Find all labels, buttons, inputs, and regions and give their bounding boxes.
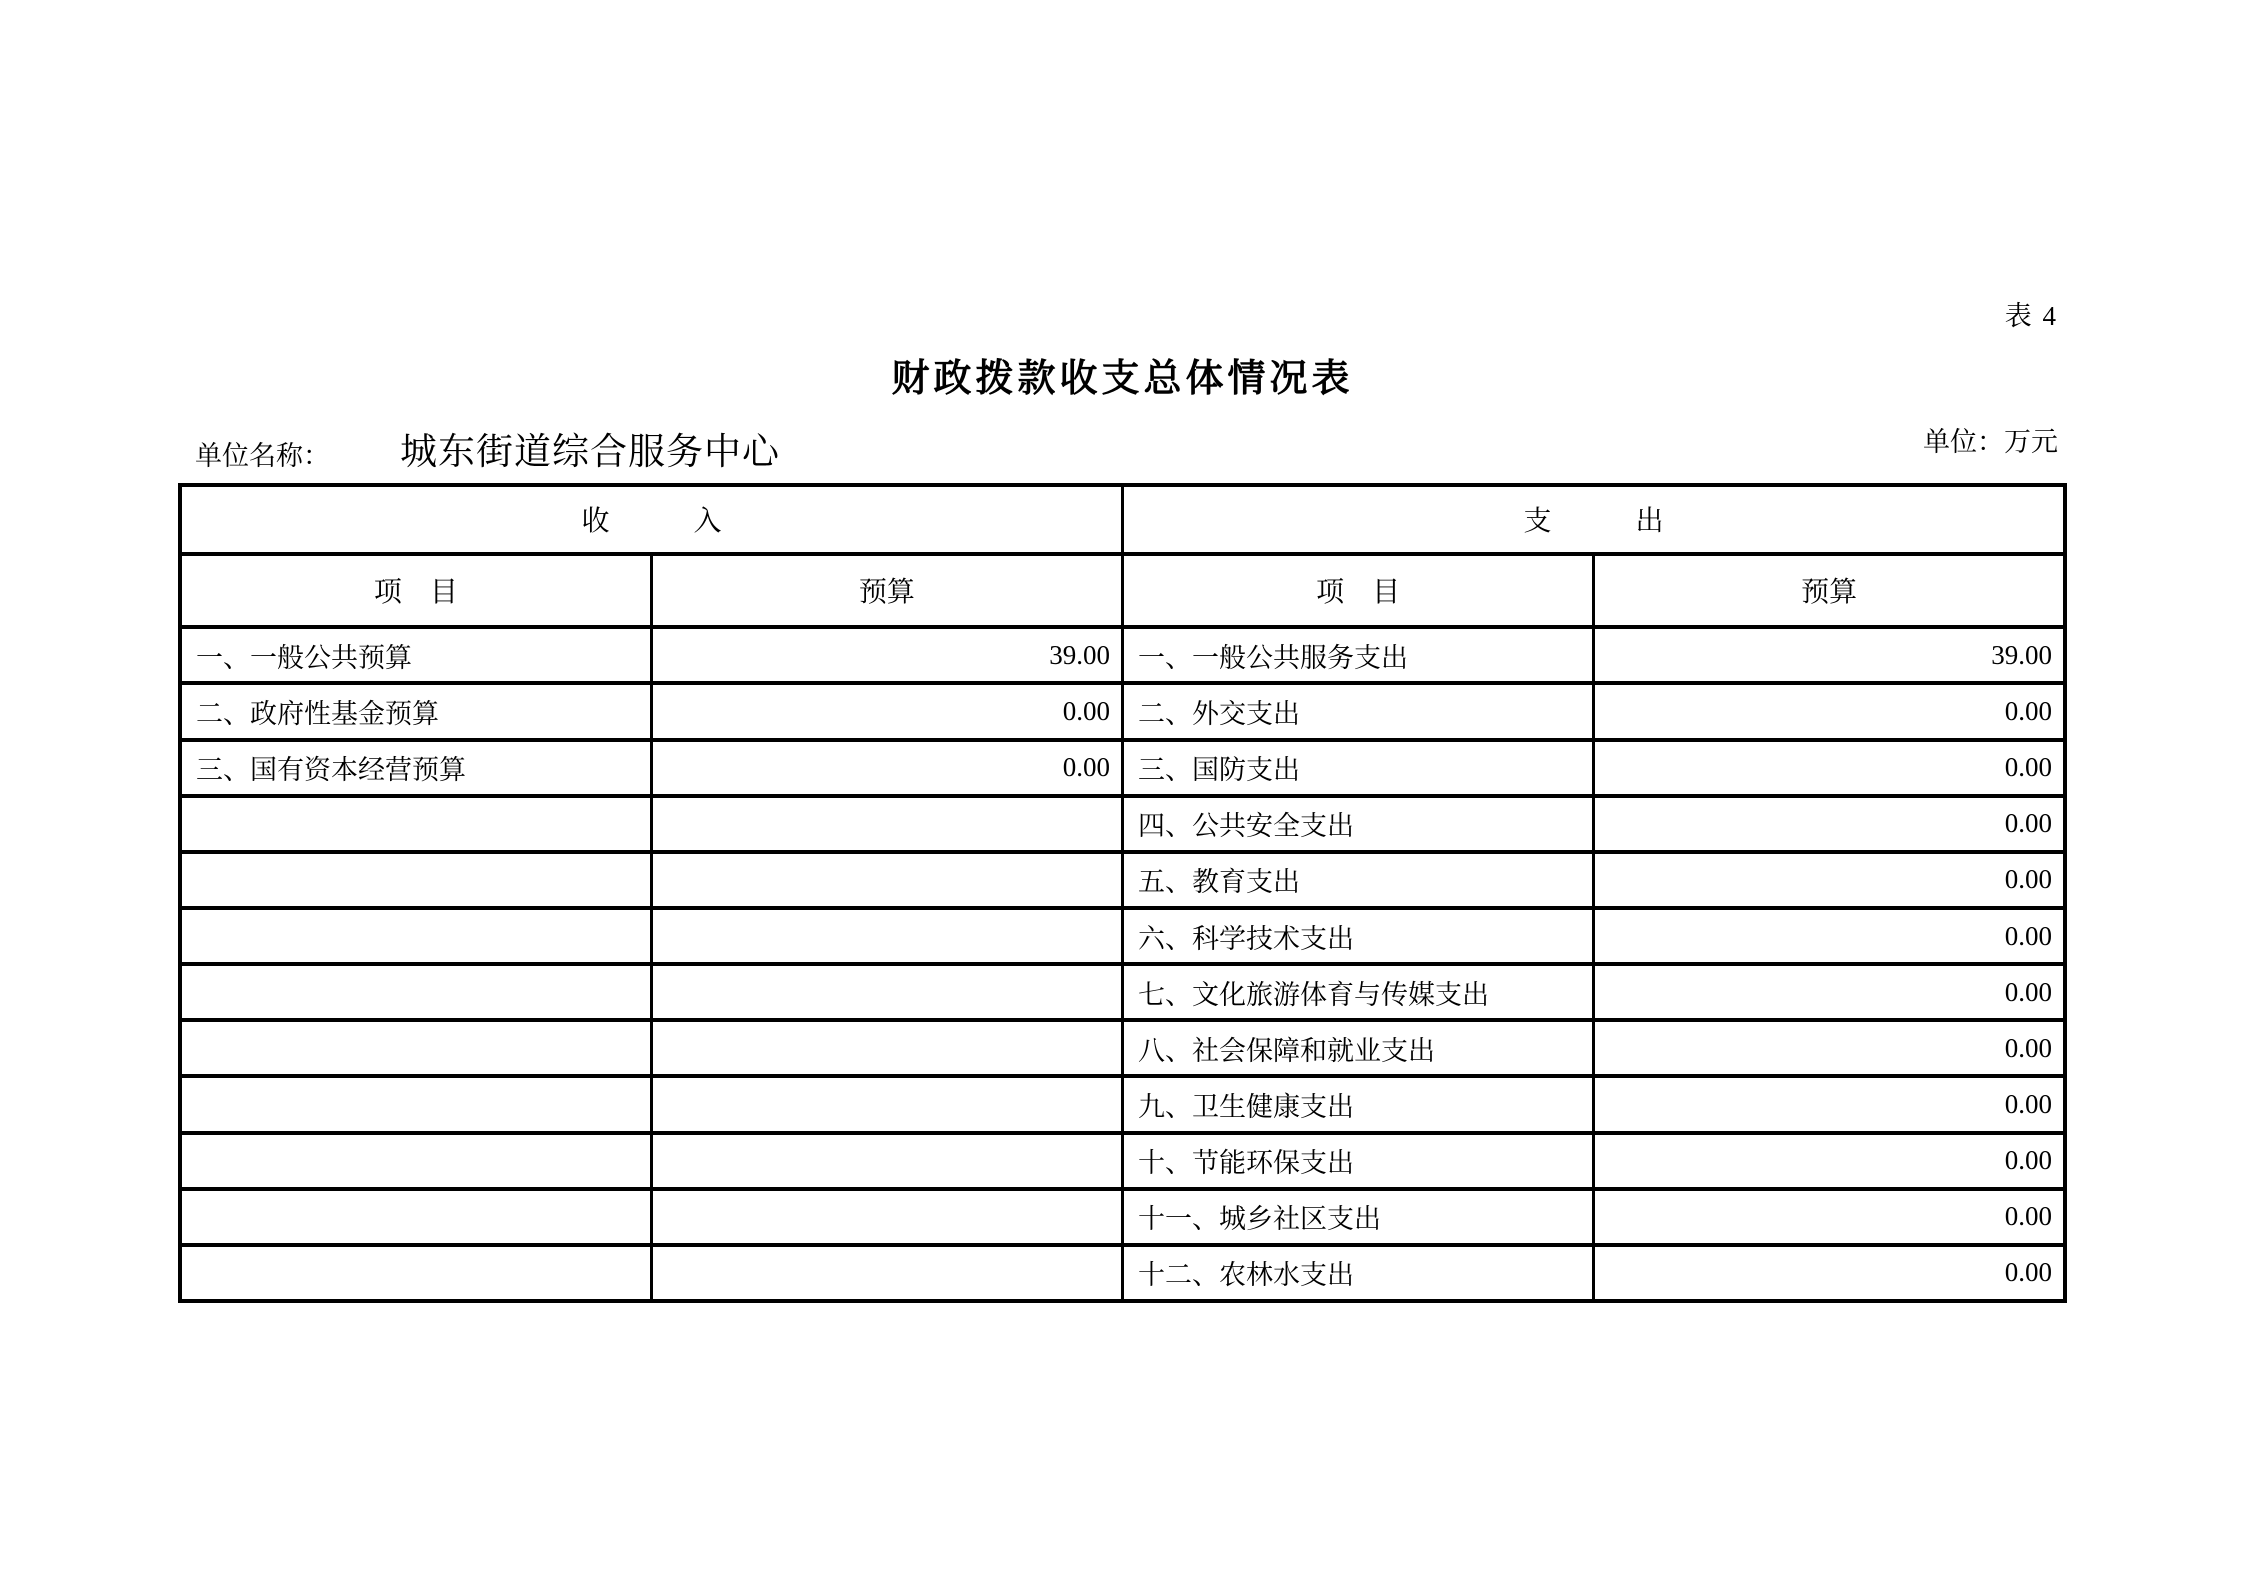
table-row (180, 683, 2065, 739)
table-row (180, 1020, 2065, 1076)
expenditure-item-cell: 七、文化旅游体育与传媒支出 (1123, 964, 1594, 1020)
table-row (180, 1076, 2065, 1132)
income-item-cell: 三、国有资本经营预算 (180, 740, 651, 796)
income-item-cell (180, 796, 651, 852)
income-item-cell (180, 1189, 651, 1245)
table-row (180, 908, 2065, 964)
income-budget-cell: 0.00 (651, 740, 1122, 796)
table-row (180, 796, 2065, 852)
expenditure-item-cell: 一、一般公共服务支出 (1123, 627, 1594, 683)
expenditure-budget-cell: 0.00 (1594, 852, 2065, 908)
income-item-cell: 一、一般公共预算 (180, 627, 651, 683)
expenditure-item-cell: 二、外交支出 (1123, 683, 1594, 739)
expenditure-budget-cell: 0.00 (1594, 908, 2065, 964)
income-budget-cell (651, 1133, 1122, 1189)
expenditure-item-cell: 三、国防支出 (1123, 740, 1594, 796)
income-item-cell (180, 1076, 651, 1132)
table-row (180, 852, 2065, 908)
income-section-header: 收 入 (180, 485, 1123, 554)
unit-name-value: 城东街道综合服务中心 (400, 432, 780, 473)
expenditure-item-cell: 十一、城乡社区支出 (1123, 1189, 1594, 1245)
income-item-header: 项 目 (180, 554, 651, 628)
unit-name-label: 单位名称： (195, 441, 330, 471)
income-item-cell (180, 1020, 651, 1076)
income-budget-cell: 39.00 (651, 627, 1122, 683)
income-budget-cell (651, 908, 1122, 964)
table-header-rows (180, 485, 2065, 627)
income-item-cell (180, 1245, 651, 1301)
table-row (180, 964, 2065, 1020)
expenditure-budget-cell: 0.00 (1594, 740, 2065, 796)
table-row (180, 740, 2065, 796)
page-title: 财政拨款收支总体情况表 (891, 358, 1354, 400)
income-item-cell (180, 964, 651, 1020)
table-data-rows (180, 627, 2065, 1301)
expenditure-budget-cell: 0.00 (1594, 1020, 2065, 1076)
expenditure-item-cell: 八、社会保障和就业支出 (1123, 1020, 1594, 1076)
income-budget-cell (651, 1076, 1122, 1132)
budget-table (178, 483, 2067, 1303)
income-item-cell (180, 1133, 651, 1189)
income-budget-cell (651, 1189, 1122, 1245)
income-budget-cell (651, 852, 1122, 908)
expenditure-budget-cell: 0.00 (1594, 1076, 2065, 1132)
expenditure-item-cell: 十、节能环保支出 (1123, 1133, 1594, 1189)
expenditure-budget-header: 预算 (1594, 554, 2065, 628)
section-header-row (180, 485, 2065, 554)
income-item-cell: 二、政府性基金预算 (180, 683, 651, 739)
expenditure-item-cell: 四、公共安全支出 (1123, 796, 1594, 852)
income-budget-header: 预算 (651, 554, 1122, 628)
income-budget-cell (651, 1020, 1122, 1076)
expenditure-item-header: 项 目 (1123, 554, 1594, 628)
income-budget-cell (651, 1245, 1122, 1301)
table-row (180, 627, 2065, 683)
expenditure-budget-cell: 0.00 (1594, 1245, 2065, 1301)
expenditure-budget-cell: 0.00 (1594, 1189, 2065, 1245)
table-row (180, 1133, 2065, 1189)
expenditure-budget-cell: 0.00 (1594, 683, 2065, 739)
income-budget-cell (651, 796, 1122, 852)
table-number: 表 4 (2004, 301, 2058, 331)
expenditure-item-cell: 十二、农林水支出 (1123, 1245, 1594, 1301)
income-item-cell (180, 852, 651, 908)
column-header-row (180, 554, 2065, 628)
income-budget-cell (651, 964, 1122, 1020)
expenditure-item-cell: 九、卫生健康支出 (1123, 1076, 1594, 1132)
table-row (180, 1189, 2065, 1245)
currency-unit-label: 单位：万元 (1923, 427, 2058, 457)
expenditure-budget-cell: 39.00 (1594, 627, 2065, 683)
expenditure-budget-cell: 0.00 (1594, 1133, 2065, 1189)
expenditure-budget-cell: 0.00 (1594, 796, 2065, 852)
expenditure-item-cell: 六、科学技术支出 (1123, 908, 1594, 964)
expenditure-section-header: 支 出 (1123, 485, 2066, 554)
income-item-cell (180, 908, 651, 964)
expenditure-budget-cell: 0.00 (1594, 964, 2065, 1020)
income-budget-cell: 0.00 (651, 683, 1122, 739)
expenditure-item-cell: 五、教育支出 (1123, 852, 1594, 908)
table-row (180, 1245, 2065, 1301)
